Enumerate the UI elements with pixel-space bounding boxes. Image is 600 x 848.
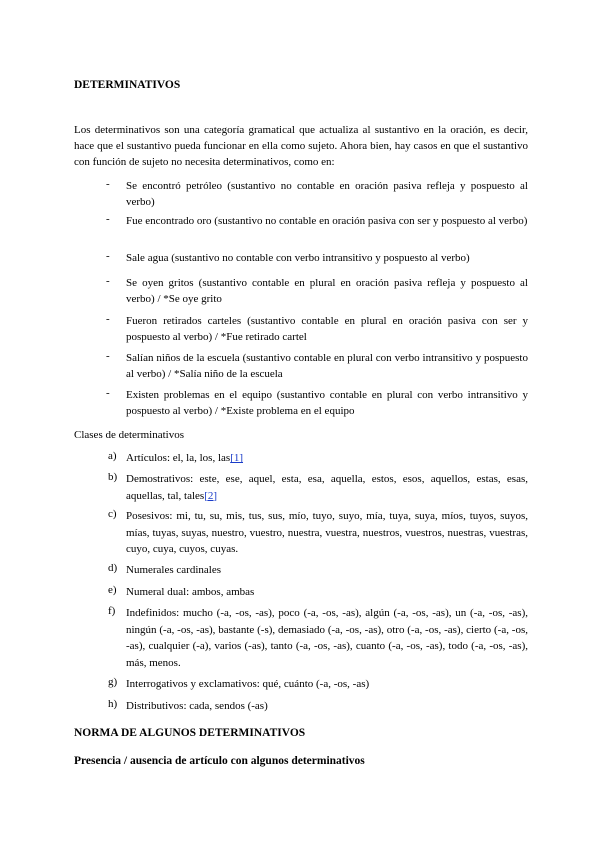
- section-heading: NORMA DE ALGUNOS DETERMINATIVOS: [74, 727, 306, 739]
- list-item-text: Demostrativos: este, ese, aquel, esta, esa, aquella, estos, esos, aquellos, estas, esas, aquellas, tal, tales: [126, 473, 528, 502]
- list-item: [126, 450, 528, 467]
- list-item: Posesivos: mi, tu, su, mis, tus, sus, mío, tuyo, suyo, mía, tuya, suya, míos, tuyos, suyos, mías, tuyas, suyas, nuestro, vuestro, nuestra, vuestra, nuestros, vuestros, nuestras, vuestras, cuyo, cuya, cuyos, cuyas.: [126, 510, 528, 555]
- intro-paragraph: Los determinativos son una categoría gramatical que actualiza al sustantivo en la oración, es decir, hace que el sustantivo pueda funcionar en ella como sujeto. Ahora bien, hay casos en que el sustantivo con función de sujeto no necesita determinativos, como en:: [74, 124, 528, 168]
- list-label: f): [108, 605, 116, 617]
- list-dash: -: [106, 350, 110, 362]
- page-title: DETERMINATIVOS: [74, 79, 181, 91]
- list-item: Salían niños de la escuela (sustantivo contable en plural con verbo intransitivo y pospuesto al verbo) / *Salía niño de la escuela: [126, 352, 528, 380]
- list-item: Numerales cardinales: [126, 564, 221, 576]
- footnote-link[interactable]: [2]: [204, 489, 218, 502]
- classes-heading: Clases de determinativos: [74, 429, 184, 441]
- list-item: [126, 471, 528, 504]
- footnote-link[interactable]: [1]: [230, 452, 244, 464]
- list-item: Se encontró petróleo (sustantivo no contable en oración pasiva refleja y pospuesto al verbo): [126, 180, 528, 208]
- list-item: Interrogativos y exclamativos: qué, cuánto (-a, -os, -as): [126, 678, 370, 690]
- list-dash: -: [106, 313, 110, 325]
- list-label: c): [108, 508, 117, 520]
- list-dash: -: [106, 250, 110, 262]
- list-label: e): [108, 584, 117, 596]
- list-dash: -: [106, 275, 110, 287]
- list-label: d): [108, 562, 118, 574]
- list-dash: -: [106, 178, 110, 190]
- list-item: Distributivos: cada, sendos (-as): [126, 700, 268, 712]
- list-item: Fue encontrado oro (sustantivo no contable en oración pasiva con ser y pospuesto al verbo): [126, 215, 528, 227]
- list-label: b): [108, 471, 118, 483]
- list-item: Se oyen gritos (sustantivo contable en plural en oración pasiva refleja y pospuesto al verbo) / *Se oye grito: [126, 277, 528, 305]
- list-dash: -: [106, 387, 110, 399]
- subsection-heading: Presencia / ausencia de artículo con algunos determinativos: [74, 755, 365, 767]
- list-item: Sale agua (sustantivo no contable con verbo intransitivo y pospuesto al verbo): [126, 252, 470, 264]
- list-dash: -: [106, 213, 110, 225]
- list-item: Existen problemas en el equipo (sustantivo contable en plural con verbo intransitivo y pospuesto al verbo) / *Existe problema en el equipo: [126, 389, 528, 417]
- list-item-text: Artículos: el, la, los, las: [126, 452, 231, 464]
- list-item: Numeral dual: ambos, ambas: [126, 586, 255, 598]
- list-item: Fueron retirados carteles (sustantivo contable en plural en oración pasiva con ser y pospuesto al verbo) / *Fue retirado cartel: [126, 315, 528, 343]
- list-label: h): [108, 698, 118, 710]
- list-label: g): [108, 676, 118, 688]
- list-label: a): [108, 450, 117, 462]
- list-item: Indefinidos: mucho (-a, -os, -as), poco (-a, -os, -as), algún (-a, -os, -as), un (-a, -os, -as), ningún (-a, -os, -as), bastante (-s), demasiado (-a, -os, -as), otro (-a, -os, -as), cierto (-a, -os, -as), cualquier (-a), varios (-as), tanto (-a, -os, -as), cuanto (-a, -os, -as), todo (-a, -os, -as), más, menos.: [126, 607, 528, 669]
